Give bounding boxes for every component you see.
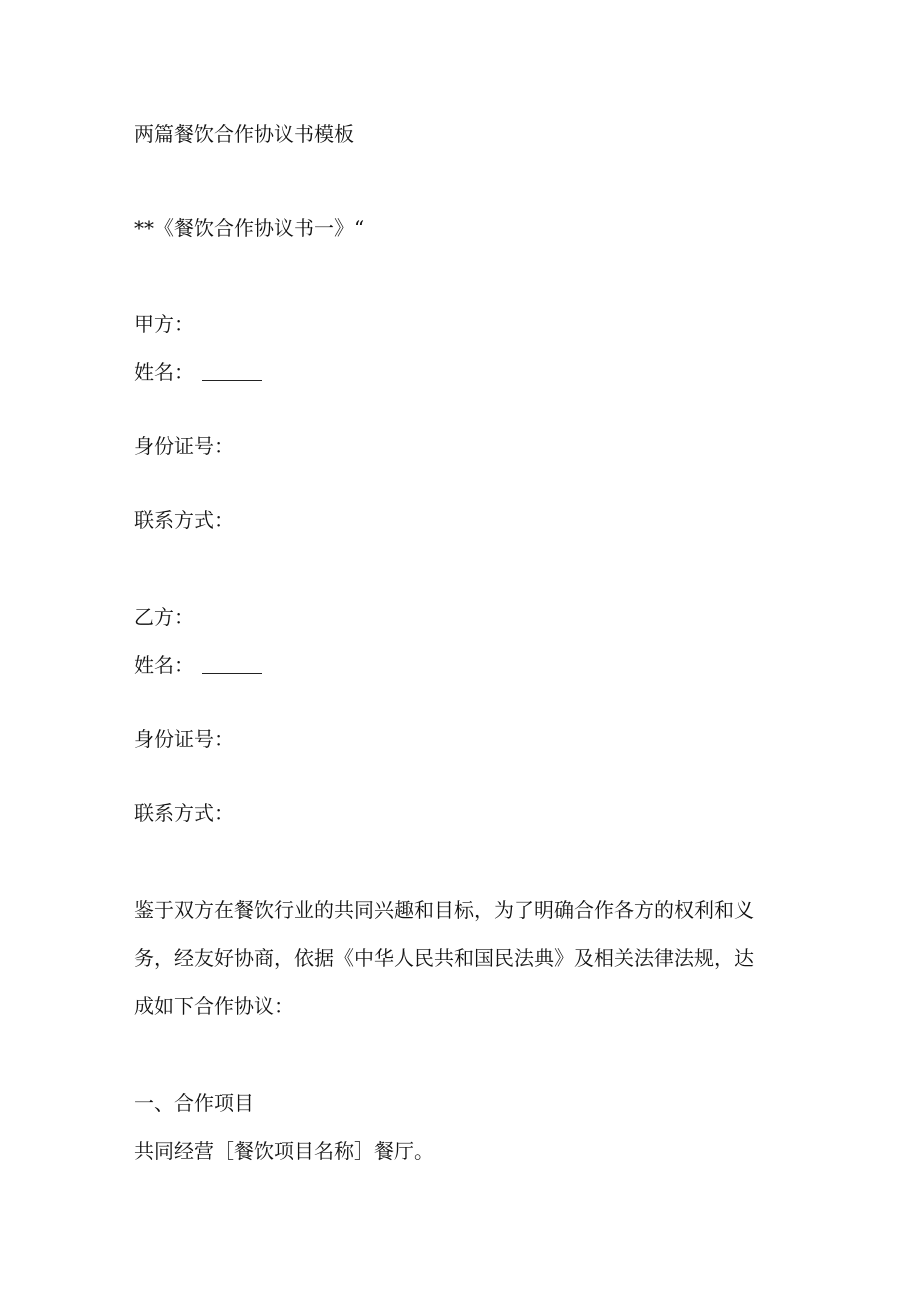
document-title: 两篇餐饮合作协议书模板 <box>134 122 354 146</box>
party-a-name-label: 姓名： <box>134 360 194 384</box>
preamble-line-1: 鉴于双方在餐饮行业的共同兴趣和目标，为了明确合作各方的权利和义 <box>134 898 754 922</box>
party-a-name-blank <box>202 362 262 381</box>
party-b-heading: 乙方： <box>134 605 194 629</box>
preamble-line-2: 务，经友好协商，依据《中华人民共和国民法典》及相关法律法规，达 <box>134 946 754 970</box>
party-b-name-label: 姓名： <box>134 653 194 677</box>
party-a-contact-label: 联系方式： <box>134 508 234 532</box>
party-b-name-row <box>134 653 262 677</box>
party-a-id-label: 身份证号： <box>134 434 234 458</box>
party-b-id-label: 身份证号： <box>134 727 234 751</box>
section-1-heading: 一、合作项目 <box>134 1091 254 1115</box>
party-a-heading: 甲方： <box>134 312 194 336</box>
party-b-contact-label: 联系方式： <box>134 801 234 825</box>
agreement-subtitle: **《餐饮合作协议书一》“ <box>134 216 365 240</box>
party-b-name-blank <box>202 655 262 674</box>
section-1-body: 共同经营［餐饮项目名称］餐厅。 <box>134 1139 434 1163</box>
preamble-line-3: 成如下合作协议： <box>134 994 294 1018</box>
party-a-name-row <box>134 360 262 384</box>
